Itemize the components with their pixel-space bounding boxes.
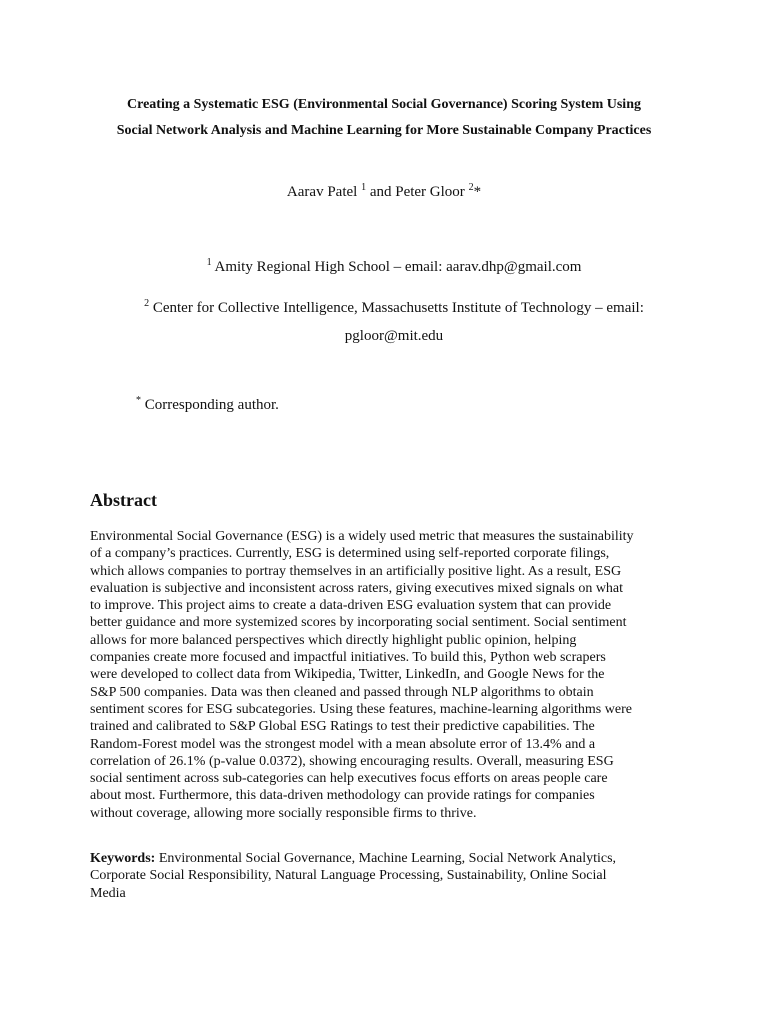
title-line-1: Creating a Systematic ESG (Environmental Social Governance) Scoring System Using <box>127 97 641 112</box>
abstract-line: trained and calibrated to S&P Global ESG Ratings to test their predictive capabilities. The <box>90 719 595 735</box>
abstract-line: of a company’s practices. Currently, ESG is determined using self-reported corporate filings, <box>90 546 610 562</box>
abstract-line: companies create more focused and impactful initiatives. To build this, Python web scrapers <box>90 650 606 666</box>
affiliation-2 <box>60 294 728 350</box>
abstract-body <box>90 528 680 822</box>
corresponding-marker: * <box>136 395 141 406</box>
abstract-line: were developed to collect data from Wikipedia, Twitter, LinkedIn, and Google News for the <box>90 667 605 683</box>
author-1-affiliation-marker: 1 <box>361 182 367 193</box>
abstract-line: correlation of 26.1% (p-value 0.0372), showing encouraging results. Overall, measuring ESG <box>90 753 614 769</box>
abstract-line: social sentiment across sub-categories can help executives focus efforts on areas people care <box>90 771 608 787</box>
corresponding-star: * <box>473 184 482 200</box>
affiliation-2-line-1: Center for Collective Intelligence, Massachusetts Institute of Technology – email: <box>152 300 644 316</box>
affiliation-1-text: Amity Regional High School – email: aarav.dhp@gmail.com <box>214 259 582 275</box>
author-list <box>0 182 768 202</box>
title-line-2: Social Network Analysis and Machine Learning for More Sustainable Company Practices <box>116 123 652 138</box>
abstract-line: S&P 500 companies. Data was then cleaned and passed through NLP algorithms to obtain <box>90 684 594 700</box>
abstract-line: Environmental Social Governance (ESG) is a widely used metric that measures the sustainability <box>90 529 634 544</box>
corresponding-text: Corresponding author. <box>144 397 279 413</box>
affiliation-1 <box>0 257 768 277</box>
abstract-line: allows for more balanced perspectives which directly highlight public opinion, helping <box>90 632 577 648</box>
keywords-line-2: Corporate Social Responsibility, Natural Language Processing, Sustainability, Online Social <box>90 868 607 884</box>
affiliation-2-line-2: pgloor@mit.edu <box>344 328 444 344</box>
affiliation-1-marker: 1 <box>206 257 212 268</box>
abstract-heading: Abstract <box>90 490 157 510</box>
author-2-affiliation-marker: 2 <box>468 182 474 193</box>
author-2-name: Peter Gloor <box>395 184 465 200</box>
author-1-name: Aarav Patel <box>286 184 358 200</box>
abstract-line: Random-Forest model was the strongest model with a mean absolute error of 13.4% and a <box>90 736 596 752</box>
abstract-line: sentiment scores for ESG subcategories. Using these features, machine-learning algorithms were <box>90 701 632 717</box>
abstract-line: to improve. This project aims to create a data-driven ESG evaluation system that can provide <box>90 598 612 614</box>
affiliation-2-marker: 2 <box>144 298 150 309</box>
abstract-line: evaluation is subjective and inconsistent across raters, giving executives mixed signals on what <box>90 580 624 596</box>
abstract-line: which allows companies to portray themselves in an artificially positive light. As a result, ESG <box>90 563 622 579</box>
corresponding-author-note <box>136 395 279 415</box>
keywords-label: Keywords: <box>90 851 156 866</box>
abstract-line: better guidance and more systemized scores by incorporating social sentiment. Social sentiment <box>90 615 627 631</box>
keywords-line-1: Environmental Social Governance, Machine Learning, Social Network Analytics, <box>158 851 617 866</box>
keywords-line-3: Media <box>90 885 126 901</box>
keywords-section <box>90 850 680 902</box>
abstract-line: about most. Furthermore, this data-driven methodology can provide ratings for companies <box>90 788 595 804</box>
abstract-line: without coverage, allowing more socially responsible firms to thrive. <box>90 805 477 821</box>
author-conjunction: and <box>369 184 392 200</box>
paper-title <box>40 92 728 144</box>
